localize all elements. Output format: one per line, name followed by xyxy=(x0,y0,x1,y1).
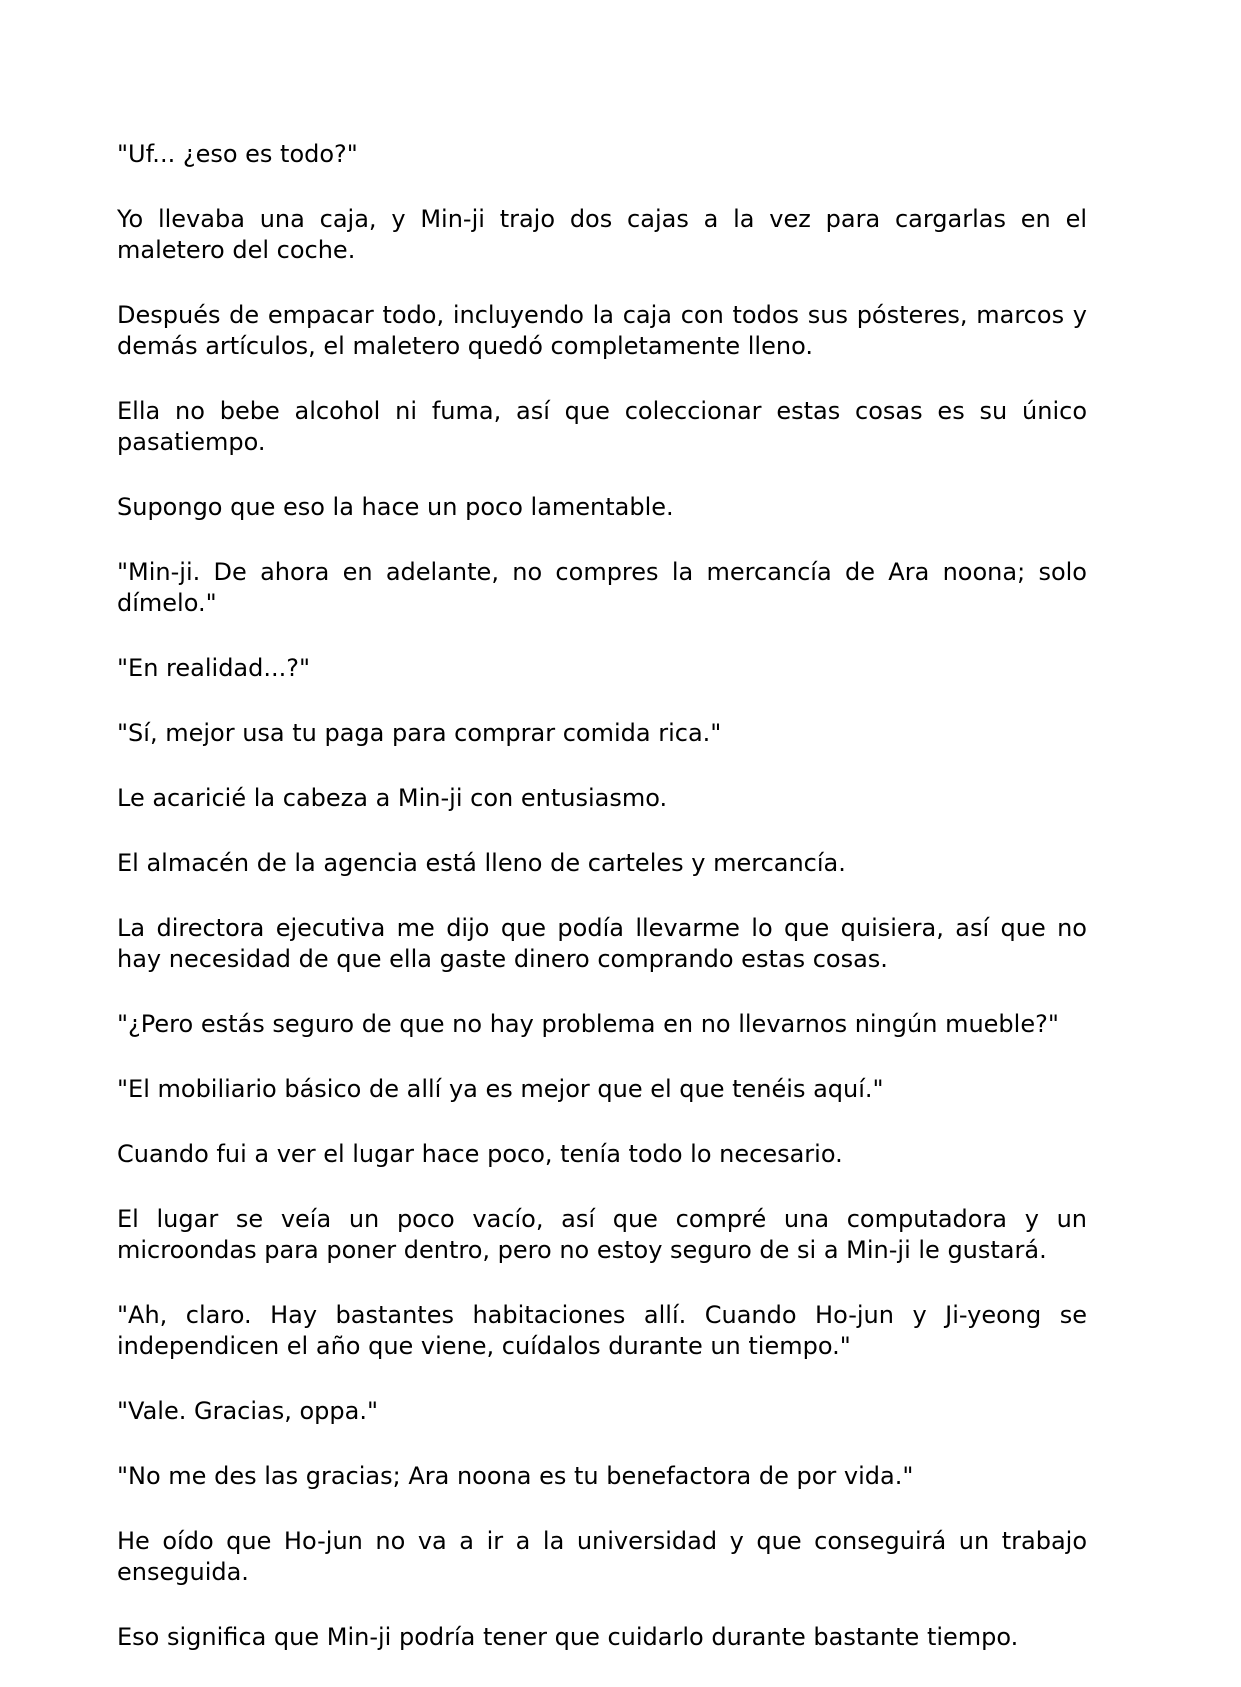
paragraph: "Ah, claro. Hay bastantes habitaciones allí. Cuando Ho-jun y Ji-yeong se independicen el año que viene, cuídalos durante un tiempo." xyxy=(117,1301,1087,1360)
paragraph: Supongo que eso la hace un poco lamentable. xyxy=(117,493,674,521)
paragraph: "Sí, mejor usa tu paga para comprar comida rica." xyxy=(117,719,722,747)
paragraph: Ella no bebe alcohol ni fuma, así que coleccionar estas cosas es su único pasatiempo. xyxy=(117,397,1087,456)
paragraph: Después de empacar todo, incluyendo la caja con todos sus pósteres, marcos y demás artículos, el maletero quedó completamente lleno. xyxy=(117,301,1087,360)
paragraph: "Uf... ¿eso es todo?" xyxy=(117,140,358,168)
paragraph: Le acaricié la cabeza a Min-ji con entusiasmo. xyxy=(117,784,668,812)
paragraph: "No me des las gracias; Ara noona es tu benefactora de por vida." xyxy=(117,1462,914,1490)
paragraph: "Min-ji. De ahora en adelante, no compres la mercancía de Ara noona; solo dímelo." xyxy=(117,558,1087,617)
paragraph: He oído que Ho-jun no va a ir a la universidad y que conseguirá un trabajo enseguida. xyxy=(117,1527,1087,1586)
paragraph: El lugar se veía un poco vacío, así que compré una computadora y un microondas para poner dentro, pero no estoy seguro de si a Min-ji le gustará. xyxy=(117,1205,1087,1264)
paragraph: Cuando fui a ver el lugar hace poco, tenía todo lo necesario. xyxy=(117,1140,843,1168)
paragraph: "En realidad...?" xyxy=(117,654,311,682)
paragraph: Eso significa que Min-ji podría tener que cuidarlo durante bastante tiempo. xyxy=(117,1623,1019,1651)
document-body xyxy=(117,139,1087,1687)
paragraph: "El mobiliario básico de allí ya es mejor que el que tenéis aquí." xyxy=(117,1075,884,1103)
paragraph: Yo llevaba una caja, y Min-ji trajo dos cajas a la vez para cargarlas en el maletero del coche. xyxy=(117,205,1087,264)
paragraph: La directora ejecutiva me dijo que podía llevarme lo que quisiera, así que no hay necesidad de que ella gaste dinero comprando estas cosas. xyxy=(117,914,1087,973)
paragraph: "Vale. Gracias, oppa." xyxy=(117,1397,379,1425)
paragraph: El almacén de la agencia está lleno de carteles y mercancía. xyxy=(117,849,846,877)
paragraph: "¿Pero estás seguro de que no hay problema en no llevarnos ningún mueble?" xyxy=(117,1010,1059,1038)
